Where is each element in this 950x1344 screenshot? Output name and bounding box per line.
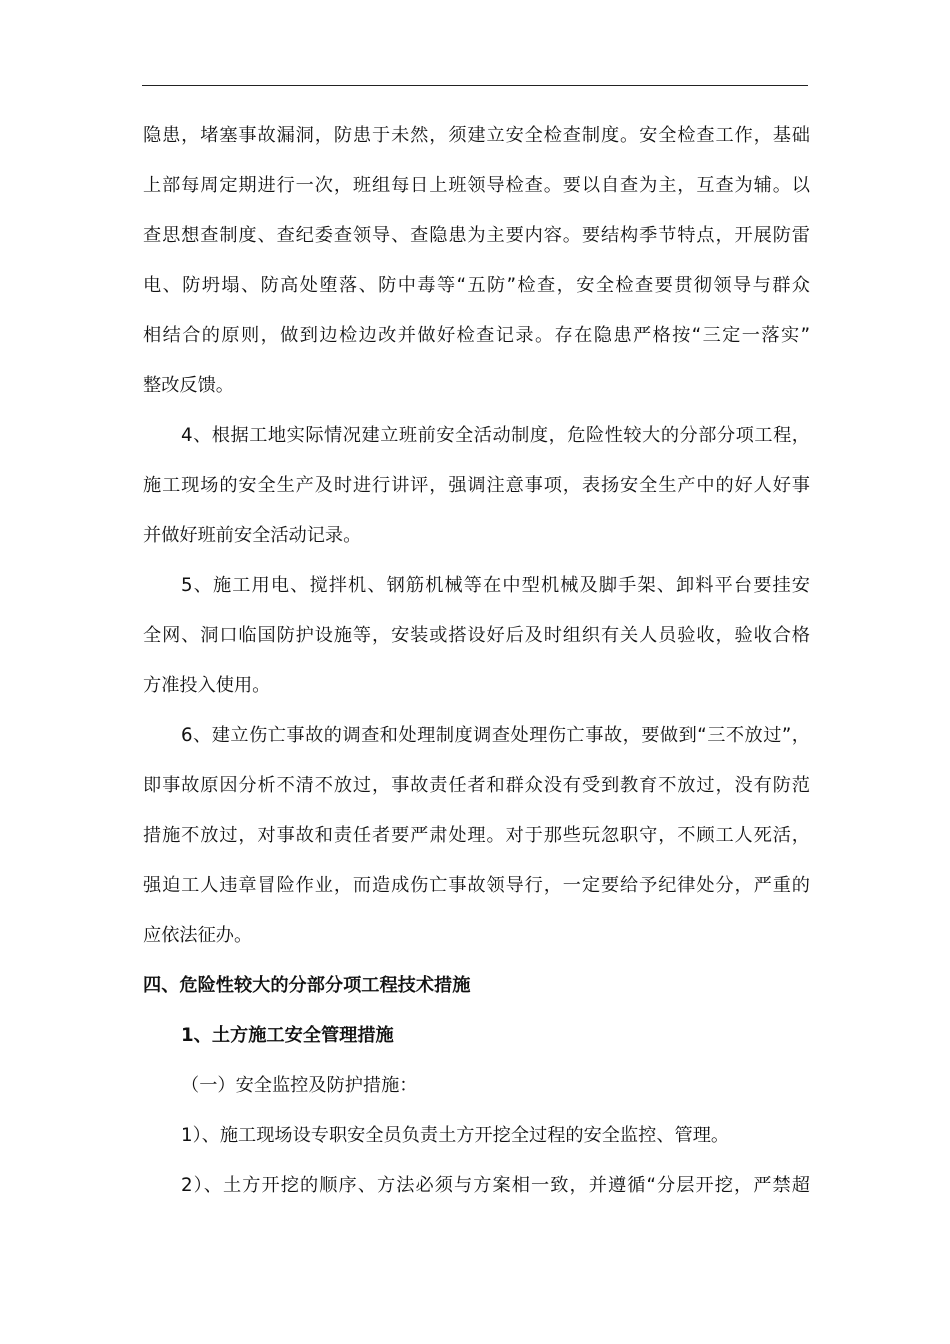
paragraph-line: 并做好班前安全活动记录。: [143, 525, 362, 546]
paragraph-line: （一）安全监控及防护措施：: [181, 1075, 418, 1096]
paragraph-line: 强迫工人违章冒险作业，而造成伤亡事故领导行，一定要给予纪律处分，严重的: [143, 875, 810, 896]
document-body: [143, 111, 810, 1211]
header-rule: [142, 85, 808, 86]
paragraph-line: 方准投入使用。: [143, 675, 271, 696]
paragraph-line: 电、防坍塌、防高处堕落、防中毒等“五防”检查，安全检查要贯彻领导与群众: [143, 275, 810, 296]
paragraph-line: 2）、土方开挖的顺序、方法必须与方案相一致，并遵循“分层开挖，严禁超: [181, 1175, 810, 1196]
paragraph-line: 查思想查制度、查纪委查领导、查隐患为主要内容。要结构季节特点，开展防雷: [143, 225, 810, 246]
paragraph-line: 6、建立伤亡事故的调查和处理制度调查处理伤亡事故，要做到“三不放过”，: [181, 725, 810, 746]
paragraph-line: 上部每周定期进行一次，班组每日上班领导检查。要以自查为主，互查为辅。以: [143, 175, 810, 196]
paragraph-line: 相结合的原则，做到边检边改并做好检查记录。存在隐患严格按“三定一落实”: [143, 325, 810, 346]
paragraph-line: 5、施工用电、搅拌机、钢筋机械等在中型机械及脚手架、卸料平台要挂安: [181, 575, 810, 596]
paragraph-line: 措施不放过，对事故和责任者要严肃处理。对于那些玩忽职守，不顾工人死活，: [143, 825, 810, 846]
paragraph-line: 即事故原因分析不清不放过，事故责任者和群众没有受到教育不放过，没有防范: [143, 775, 810, 796]
paragraph-line: 4、根据工地实际情况建立班前安全活动制度，危险性较大的分部分项工程，: [181, 425, 810, 446]
paragraph-line: 应依法征办。: [143, 925, 253, 946]
paragraph-line: 1）、施工现场设专职安全员负责土方开挖全过程的安全监控、管理。: [181, 1125, 730, 1146]
paragraph-line: 施工现场的安全生产及时进行讲评，强调注意事项，表扬安全生产中的好人好事: [143, 475, 810, 496]
subsection-heading: 1、土方施工安全管理措施: [181, 1025, 394, 1046]
paragraph-line: 整改反馈。: [143, 375, 234, 396]
paragraph-line: 隐患，堵塞事故漏洞，防患于未然，须建立安全检查制度。安全检查工作，基础: [143, 125, 810, 146]
paragraph-line: 全网、洞口临国防护设施等，安装或搭设好后及时组织有关人员验收，验收合格: [143, 625, 810, 646]
section-heading: 四、危险性较大的分部分项工程技术措施: [143, 975, 471, 996]
